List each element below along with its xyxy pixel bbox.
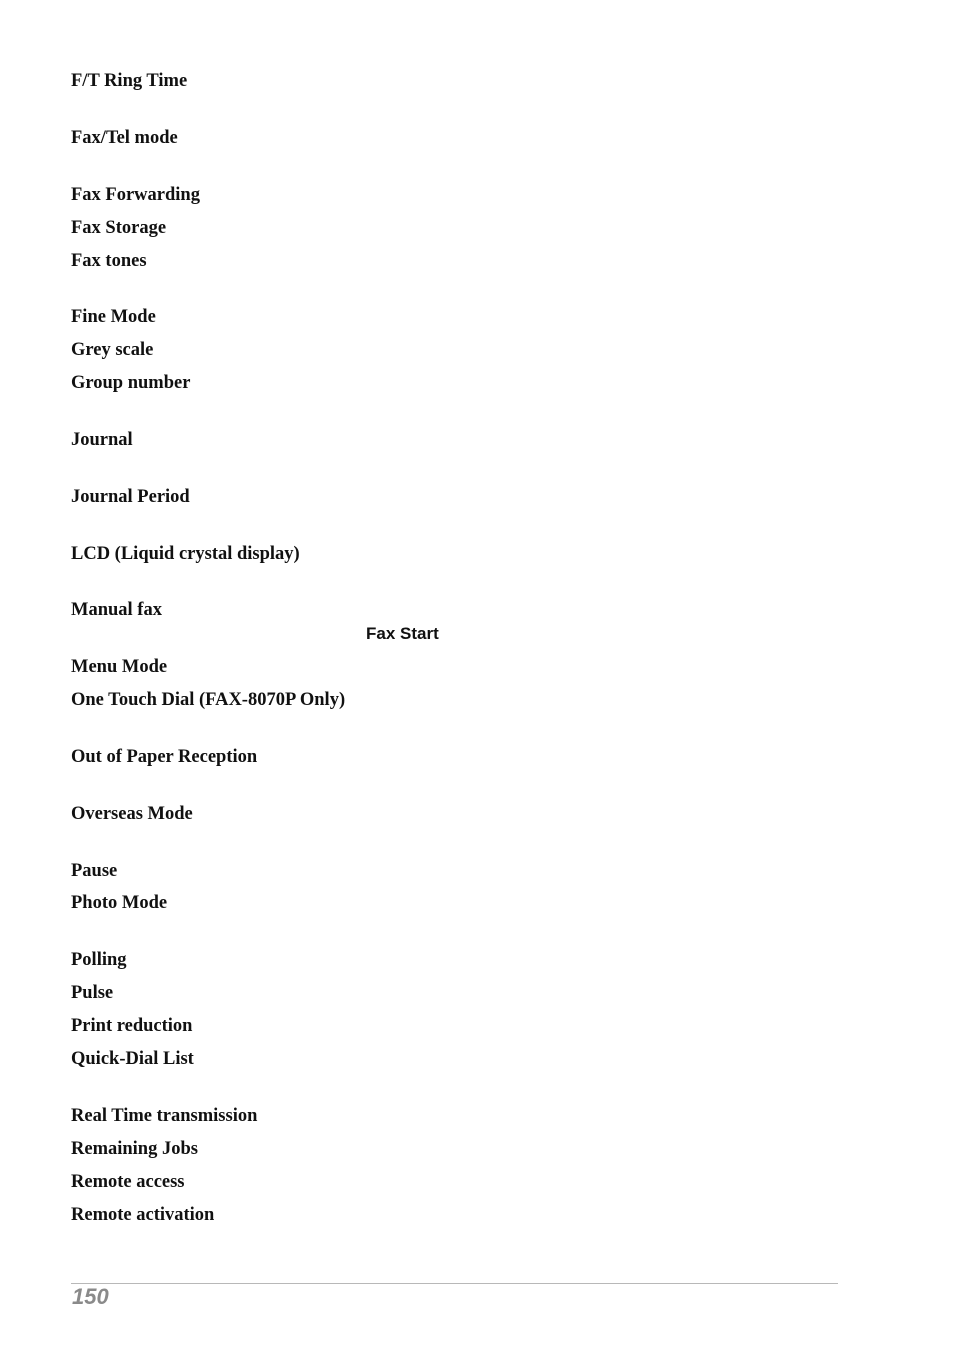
glossary-term-lcd: LCD (Liquid crystal display) xyxy=(71,544,300,564)
glossary-term-fax-tones: Fax tones xyxy=(71,251,147,271)
glossary-term-group-number: Group number xyxy=(71,373,191,393)
page-number: 150 xyxy=(72,1284,109,1309)
glossary-term-out-of-paper-reception: Out of Paper Reception xyxy=(71,747,258,767)
glossary-term-journal: Journal xyxy=(71,430,133,450)
glossary-term-ft-ring-time: F/T Ring Time xyxy=(71,71,188,91)
glossary-term-fax-forwarding: Fax Forwarding xyxy=(71,185,200,205)
glossary-term-fax-tel-mode: Fax/Tel mode xyxy=(71,128,178,148)
glossary-term-overseas-mode: Overseas Mode xyxy=(71,804,193,824)
glossary-term-journal-period: Journal Period xyxy=(71,487,190,507)
glossary-term-pause: Pause xyxy=(71,861,118,881)
fax-start-key-label: Fax Start xyxy=(366,624,439,643)
glossary-term-fax-storage: Fax Storage xyxy=(71,218,167,238)
glossary-term-fine-mode: Fine Mode xyxy=(71,307,156,327)
footer-divider xyxy=(71,1283,838,1284)
glossary-term-remaining-jobs: Remaining Jobs xyxy=(71,1139,198,1159)
glossary-term-manual-fax: Manual fax xyxy=(71,600,162,620)
glossary-term-print-reduction: Print reduction xyxy=(71,1016,193,1036)
glossary-term-grey-scale: Grey scale xyxy=(71,340,154,360)
glossary-term-remote-activation: Remote activation xyxy=(71,1205,215,1225)
glossary-term-pulse: Pulse xyxy=(71,983,114,1003)
glossary-term-menu-mode: Menu Mode xyxy=(71,657,168,677)
glossary-term-quick-dial-list: Quick-Dial List xyxy=(71,1049,194,1069)
glossary-term-real-time-transmission: Real Time transmission xyxy=(71,1106,258,1126)
glossary-term-remote-access: Remote access xyxy=(71,1172,185,1192)
glossary-term-one-touch-dial: One Touch Dial (FAX-8070P Only) xyxy=(71,690,346,710)
glossary-term-polling: Polling xyxy=(71,950,127,970)
glossary-term-photo-mode: Photo Mode xyxy=(71,893,168,913)
